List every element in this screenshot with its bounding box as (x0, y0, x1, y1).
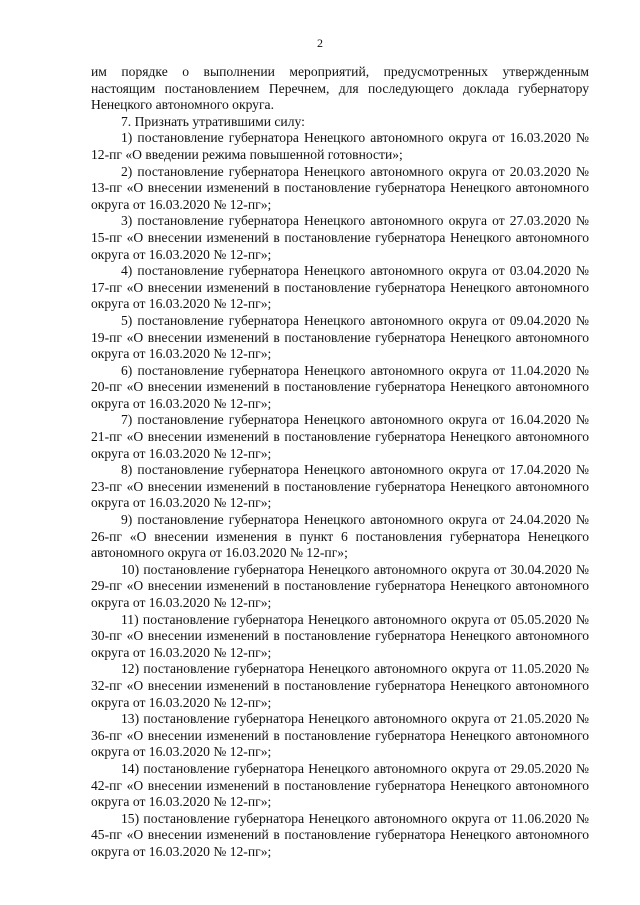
list-item: 2) постановление губернатора Ненецкого автономного округа от 20.03.2020 № 13-пг «О внесении изменений в постановление губернатора Ненецкого автономного округа от 16.03.2020 № 12-пг»; (91, 163, 589, 212)
list-item: 8) постановление губернатора Ненецкого автономного округа от 17.04.2020 № 23-пг «О внесении изменений в постановление губернатора Ненецкого автономного округа от 16.03.2020 № 12-пг»; (91, 462, 589, 511)
list-item: 3) постановление губернатора Ненецкого автономного округа от 27.03.2020 № 15-пг «О внесении изменений в постановление губернатора Ненецкого автономного округа от 16.03.2020 № 12-пг»; (91, 213, 589, 262)
repealed-acts-list (91, 130, 589, 860)
intro-paragraph: им порядке о выполнении мероприятий, предусмотренных утвержденным настоящим постановлением Перечнем, для последующего доклада губернатору Ненецкого автономного округа. (91, 64, 589, 113)
section-heading: 7. Признать утратившими силу: (121, 113, 305, 129)
list-item: 5) постановление губернатора Ненецкого автономного округа от 09.04.2020 № 19-пг «О внесении изменений в постановление губернатора Ненецкого автономного округа от 16.03.2020 № 12-пг»; (91, 312, 589, 362)
list-item: 11) постановление губернатора Ненецкого автономного округа от 05.05.2020 № 30-пг «О внесении изменений в постановление губернатора Ненецкого автономного округа от 16.03.2020 № 12-пг»; (91, 611, 589, 660)
list-item: 13) постановление губернатора Ненецкого автономного округа от 21.05.2020 № 36-пг «О внесении изменений в постановление губернатора Ненецкого автономного округа от 16.03.2020 № 12-пг»; (91, 711, 589, 760)
list-item: 9) постановление губернатора Ненецкого автономного округа от 24.04.2020 № 26-пг «О внесении изменения в пункт 6 постановления губернатора Ненецкого автономного округа от 16.03.2020 № 12-пг»; (91, 512, 589, 561)
list-item: 12) постановление губернатора Ненецкого автономного округа от 11.05.2020 № 32-пг «О внесении изменений в постановление губернатора Ненецкого автономного округа от 16.03.2020 № 12-пг»; (91, 661, 589, 710)
document-body (91, 64, 589, 861)
list-item: 7) постановление губернатора Ненецкого автономного округа от 16.04.2020 № 21-пг «О внесении изменений в постановление губернатора Ненецкого автономного округа от 16.03.2020 № 12-пг»; (91, 412, 589, 461)
list-item: 6) постановление губернатора Ненецкого автономного округа от 11.04.2020 № 20-пг «О внесении изменений в постановление губернатора Ненецкого автономного округа от 16.03.2020 № 12-пг»; (91, 362, 589, 411)
list-item: 4) постановление губернатора Ненецкого автономного округа от 03.04.2020 № 17-пг «О внесении изменений в постановление губернатора Ненецкого автономного округа от 16.03.2020 № 12-пг»; (91, 263, 589, 312)
list-item: 14) постановление губернатора Ненецкого автономного округа от 29.05.2020 № 42-пг «О внесении изменений в постановление губернатора Ненецкого автономного округа от 16.03.2020 № 12-пг»; (91, 760, 589, 810)
list-item: 10) постановление губернатора Ненецкого автономного округа от 30.04.2020 № 29-пг «О внесении изменений в постановление губернатора Ненецкого автономного округа от 16.03.2020 № 12-пг»; (91, 561, 589, 610)
page-number: 2 (317, 36, 323, 50)
list-item: 15) постановление губернатора Ненецкого автономного округа от 11.06.2020 № 45-пг «О внесении изменений в постановление губернатора Ненецкого автономного округа от 16.03.2020 № 12-пг»; (91, 810, 589, 859)
list-item: 1) постановление губернатора Ненецкого автономного округа от 16.03.2020 № 12-пг «О введении режима повышенной готовности»; (91, 130, 589, 162)
